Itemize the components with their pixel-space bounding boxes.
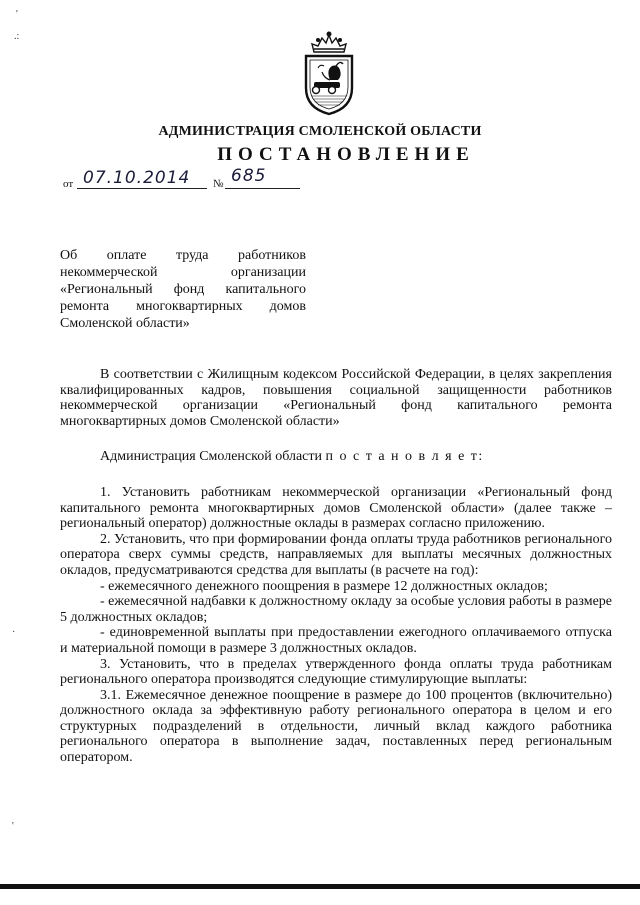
decree-verb: п о с т а н о в л я е т:: [325, 449, 484, 465]
document-body: [60, 367, 612, 766]
scan-speck: .:: [14, 31, 20, 42]
number-prefix: №: [213, 178, 224, 190]
scan-bottom-edge: [0, 884, 640, 889]
body-paragraph: 3. Установить, что в пределах утвержденного фонда оплаты труда работникам регионального оператора производятся следующие стимулирующие выплаты:: [60, 656, 612, 688]
document-title: Об оплате труда работников некоммерческой организации «Региональный фонд капитального ремонта многоквартирных домов Смоленской области»: [60, 248, 306, 331]
decree-subject: Администрация Смоленской области: [100, 449, 323, 465]
body-list-item: - ежемесячного денежного поощрения в размере 12 должностных окладов;: [100, 578, 548, 594]
date-underline: [77, 188, 207, 189]
body-list-item: - ежемесячной надбавки к должностному окладу за особые условия работы в размере 5 должностных окладов;: [60, 594, 612, 625]
number-underline: [225, 188, 300, 189]
body-paragraph: [60, 449, 612, 465]
coat-of-arms-emblem: [296, 30, 362, 116]
scan-speck: ·: [12, 627, 16, 638]
date-value: 07.10.2014: [83, 168, 191, 188]
document-type-heading: ПОСТАНОВЛЕНИЕ: [217, 144, 475, 165]
scan-speck: ': [12, 821, 14, 832]
number-value: 685: [231, 166, 267, 186]
scan-speck: ': [16, 9, 18, 20]
date-prefix: от: [63, 178, 74, 190]
body-paragraph: 3.1. Ежемесячное денежное поощрение в размере до 100 процентов (включительно) должностного оклада за эффективную работу регионального оператора в целом и его структурных подразделений в отдельности, личный вклад каждого работника регионального оператора в выполнение задач, поставленных перед региональным оператором.: [60, 687, 612, 766]
body-paragraph: В соответствии с Жилищным кодексом Российской Федерации, в целях закрепления квалифицированных кадров, повышения социальной защищенности работников некоммерческой организации «Региональный фонд капитального ремонта многоквартирных домов Смоленской области»: [60, 367, 612, 429]
body-paragraph: 1. Установить работникам некоммерческой организации «Региональный фонд капитального ремонта многоквартирных домов Смоленской области» (далее также – региональный оператор) должностные оклады в размерах согласно приложению.: [60, 484, 612, 532]
organization-name: АДМИНИСТРАЦИЯ СМОЛЕНСКОЙ ОБЛАСТИ: [158, 124, 482, 139]
body-paragraph: 2. Установить, что при формировании фонда оплаты труда работников регионального оператора сверх суммы средств, направляемых для выплаты месячных должностных окладов, предусматриваются средства для выплаты (в расчете на год):: [60, 531, 612, 578]
date-number-line: [63, 168, 323, 192]
body-list-item: - единовременной выплаты при предоставлении ежегодного оплачиваемого отпуска и материальной помощи в размере 3 должностных окладов.: [60, 625, 612, 656]
